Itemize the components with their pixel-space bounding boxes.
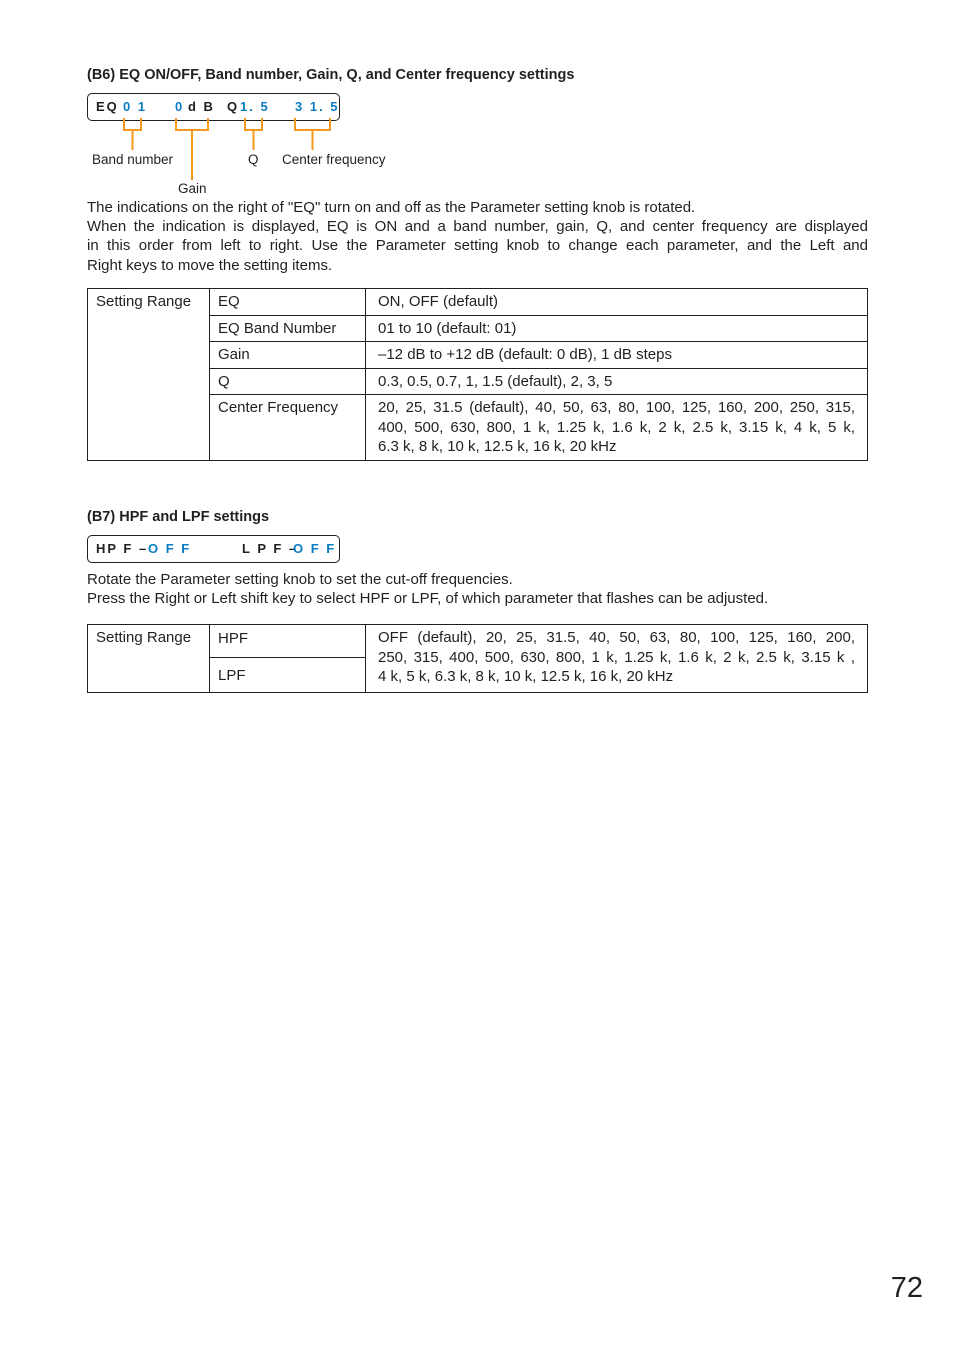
param-cell: Q (210, 368, 366, 395)
param-cell: Center Frequency (210, 395, 366, 461)
param-cell-hpf: HPF (210, 625, 366, 658)
band-bracket (124, 118, 141, 150)
value-line: OFF (default), 20, 25, 31.5, 40, 50, 63, 80, 100, 125, 160, 200, (378, 629, 855, 646)
callout-q: Q (248, 152, 259, 167)
value-cell: 0.3, 0.5, 0.7, 1, 1.5 (default), 2, 3, 5 (366, 368, 868, 395)
value-cell (366, 395, 868, 461)
paragraph-line: in this order from left to right. Use the Parameter setting knob to change each parameter, and the Left and (87, 237, 868, 255)
paragraph-line: The indications on the right of "EQ" turn on and off as the Parameter setting knob is rotated. (87, 199, 696, 216)
q-value: 1. 5 (240, 99, 270, 114)
gain-bracket (176, 118, 208, 180)
value-line: 4 k, 5 k, 6.3 k, 8 k, 10 k, 12.5 k, 16 k, 20 kHz (378, 668, 674, 685)
paragraph-line: Press the Right or Left shift key to select HPF or LPF, of which parameter that flashes can be adjusted. (87, 590, 769, 608)
gain-unit: d B (188, 99, 215, 114)
value-line: 250, 315, 400, 500, 630, 800, 1 k, 1.25 k, 1.6 k, 2 k, 2.5 k, 3.15 k , (378, 648, 855, 666)
table-row (88, 625, 868, 658)
section-b6-heading: (B6) EQ ON/OFF, Band number, Gain, Q, and Center frequency settings (87, 67, 575, 83)
row-header: Setting Range (88, 625, 210, 693)
lpf-label: L P F – (242, 541, 299, 556)
band-value: 0 1 (123, 99, 148, 114)
value-line: 6.3 k, 8 k, 10 k, 12.5 k, 16 k, 20 kHz (378, 438, 617, 455)
param-cell: EQ Band Number (210, 315, 366, 342)
hpf-label: HP F – (96, 541, 149, 556)
gain-value: 0 (175, 99, 185, 114)
freq-value: 3 1. 5 (295, 99, 340, 114)
value-line: 400, 500, 630, 800, 1 k, 1.25 k, 1.6 k, 2 k, 2.5 k, 3.15 k, 4 k, 5 k, (378, 418, 855, 436)
page-number: 72 (890, 1272, 923, 1304)
q-label: Q (227, 99, 240, 114)
section-b7-description (87, 570, 868, 608)
value-line: 20, 25, 31.5 (default), 40, 50, 63, 80, 100, 125, 160, 200, 250, 315, (378, 399, 855, 416)
filter-setting-range-table (87, 624, 868, 693)
value-cell: –12 dB to +12 dB (default: 0 dB), 1 dB steps (366, 342, 868, 369)
param-cell: EQ (210, 289, 366, 316)
paragraph-line: When the indication is displayed, EQ is ON and a band number, gain, Q, and center frequency are displayed (87, 218, 868, 236)
param-cell-lpf: LPF (210, 658, 366, 693)
table-row (88, 289, 868, 316)
value-cell (366, 625, 868, 693)
row-header: Setting Range (88, 289, 210, 461)
hpf-value: O F F (148, 541, 192, 556)
paragraph-line: Rotate the Parameter setting knob to set the cut-off frequencies. (87, 571, 513, 588)
param-cell: Gain (210, 342, 366, 369)
callout-brackets (0, 0, 954, 200)
value-cell: 01 to 10 (default: 01) (366, 315, 868, 342)
value-cell: ON, OFF (default) (366, 289, 868, 316)
eq-setting-range-table (87, 288, 868, 461)
callout-band-number: Band number (92, 152, 174, 167)
lpf-value: O F F (293, 541, 337, 556)
callout-center-frequency: Center frequency (282, 152, 386, 167)
callout-gain: Gain (178, 181, 207, 196)
q-bracket (245, 118, 262, 150)
paragraph-line: Right keys to move the setting items. (87, 256, 333, 274)
section-b6-description (87, 198, 868, 275)
hpf-lpf-display-panel (87, 535, 340, 563)
eq-label: EQ (96, 99, 119, 114)
freq-bracket (295, 118, 330, 150)
section-b7-heading: (B7) HPF and LPF settings (87, 509, 270, 525)
